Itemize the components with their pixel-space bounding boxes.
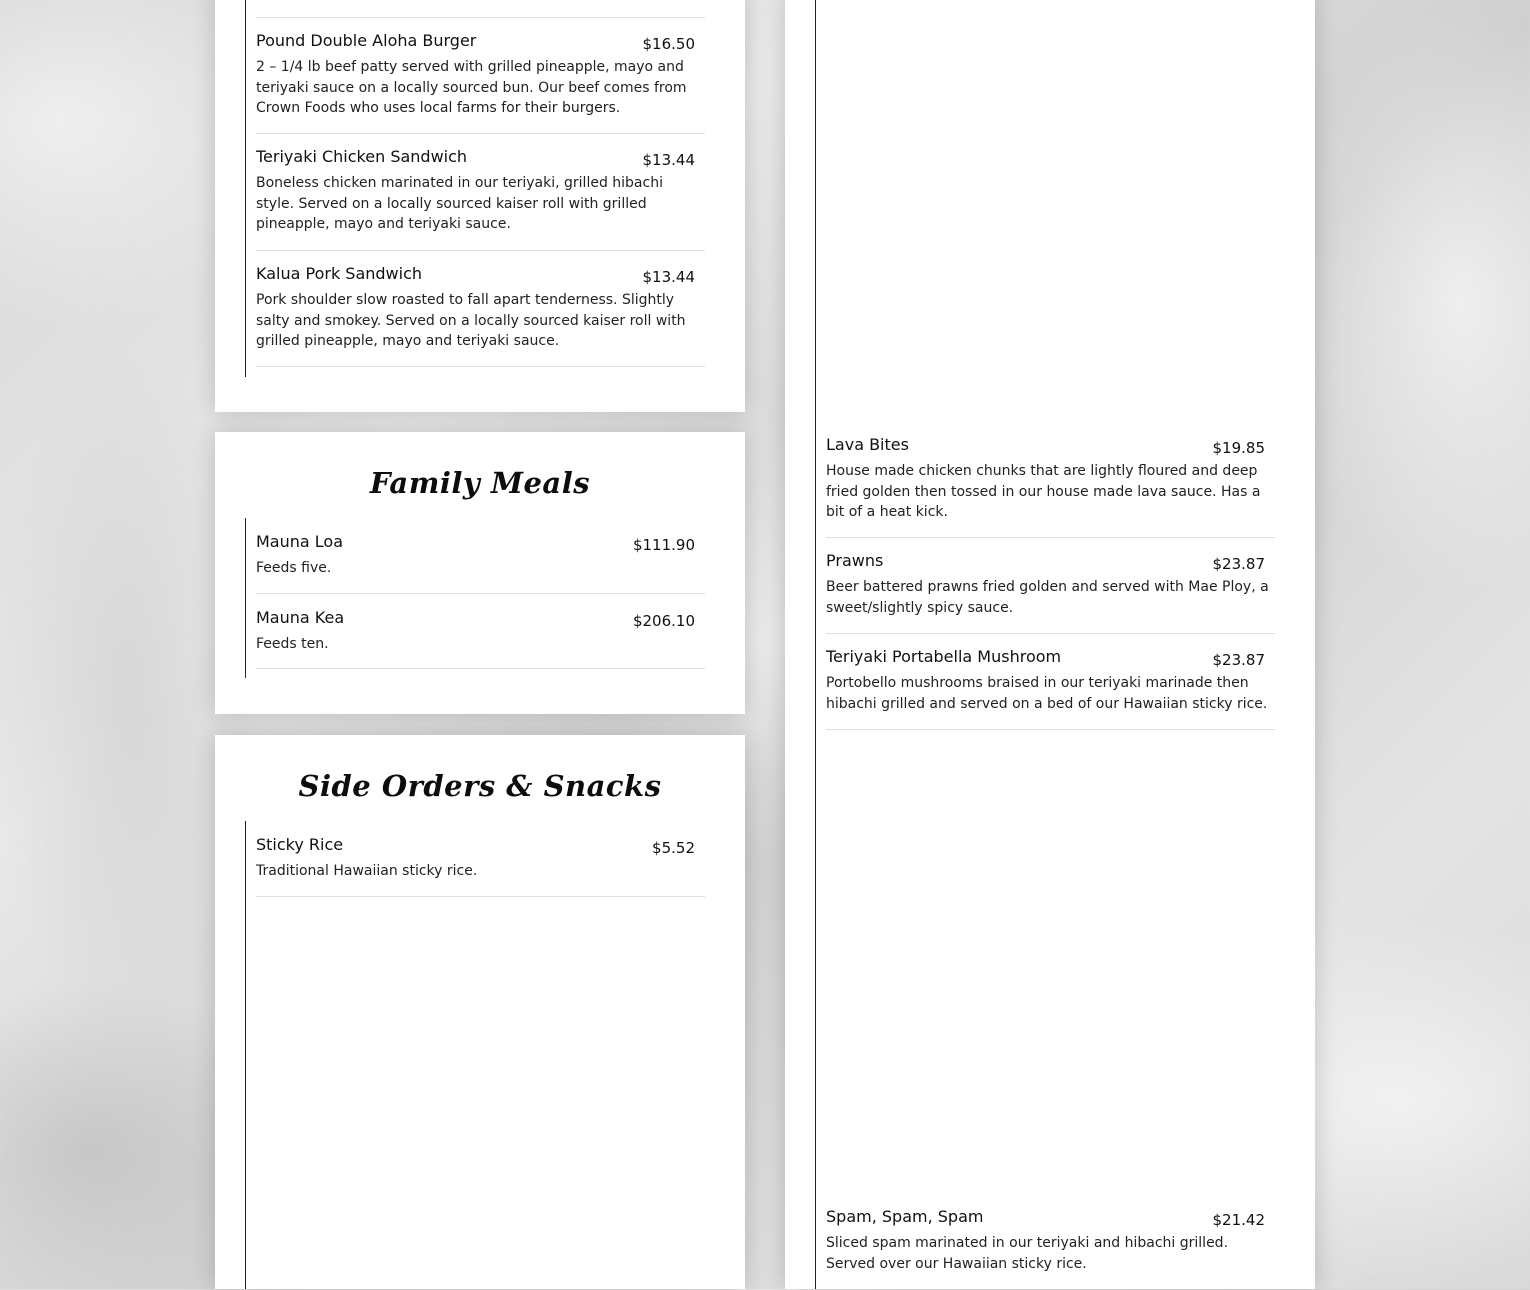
menu-item-name: Mauna Kea: [256, 608, 345, 627]
menu-item-description: House made chicken chunks that are lightly floured and deep fried golden then tossed in our house made lava sauce. Has a bit of a heat kick.: [826, 463, 1261, 520]
menu-item-description: Traditional Hawaiian sticky rice.: [256, 863, 478, 879]
menu-item-price: $23.87: [1212, 555, 1265, 573]
menu-item-description: 2 – 1/4 lb beef patty served with grilled pineapple, mayo and teriyaki sauce on a locally sourced bun. Our beef comes from Crown Foods who uses local farms for their burgers.: [256, 59, 687, 116]
menu-item[interactable]: [256, 608, 705, 669]
menu-item-name: Mauna Loa: [256, 532, 344, 551]
section-title: Side Orders & Snacks: [298, 769, 662, 803]
menu-card-side-orders: [215, 735, 745, 1289]
menu-item-name: Teriyaki Portabella Mushroom: [826, 647, 1062, 666]
menu-item-name: Teriyaki Chicken Sandwich: [256, 147, 468, 166]
section-divider-line: [245, 821, 246, 1289]
menu-item-price: $206.10: [632, 612, 695, 630]
menu-item-description: Feeds five.: [256, 560, 332, 576]
menu-item[interactable]: [256, 264, 705, 367]
menu-item[interactable]: [826, 551, 1275, 634]
menu-item-top-divider: [256, 0, 705, 18]
menu-item-price: $13.44: [642, 151, 695, 169]
menu-item-description: Pork shoulder slow roasted to fall apart tenderness. Slightly salty and smokey. Served on a locally sourced kaiser roll with grilled pineapple, mayo and teriyaki sauce.: [256, 292, 686, 349]
menu-item-description: Sliced spam marinated in our teriyaki and hibachi grilled. Served over our Hawaiian sticky rice.: [826, 1235, 1229, 1272]
menu-item-name: Sticky Rice: [256, 835, 344, 854]
menu-item[interactable]: [826, 435, 1275, 538]
menu-card-family-meals: [215, 432, 745, 714]
menu-item-description: Beer battered prawns fried golden and served with Mae Ploy, a sweet/slightly spicy sauce.: [826, 579, 1269, 616]
menu-item-name: Spam, Spam, Spam: [826, 1207, 984, 1226]
menu-item-price: $5.52: [652, 839, 695, 857]
menu-item-price: $19.85: [1212, 439, 1265, 457]
menu-item[interactable]: [256, 532, 705, 594]
menu-item-name: Pound Double Aloha Burger: [256, 31, 477, 50]
menu-item[interactable]: [256, 31, 705, 134]
menu-item[interactable]: [826, 1207, 1275, 1290]
menu-item-description: Portobello mushrooms braised in our teriyaki marinade then hibachi grilled and served on a bed of our Hawaiian sticky rice.: [826, 675, 1268, 712]
section-divider-line: [245, 0, 246, 377]
menu-item-price: $21.42: [1212, 1211, 1265, 1229]
menu-item-description: Feeds ten.: [256, 636, 329, 652]
menu-item-name: Prawns: [826, 551, 884, 570]
menu-item-price: $111.90: [632, 536, 695, 554]
menu-item[interactable]: [256, 147, 705, 251]
menu-item-name: Kalua Pork Sandwich: [256, 264, 423, 283]
section-divider-line: [245, 518, 246, 678]
section-divider-line: [815, 0, 816, 1289]
menu-item-price: $16.50: [642, 35, 695, 53]
menu-item-description: Boneless chicken marinated in our teriyaki, grilled hibachi style. Served on a locally sourced kaiser roll with grilled pineapple, mayo and teriyaki sauce.: [256, 175, 663, 232]
menu-item[interactable]: [826, 647, 1275, 730]
menu-item-price: $23.87: [1212, 651, 1265, 669]
menu-item[interactable]: [256, 835, 705, 897]
menu-item-name: Lava Bites: [826, 435, 909, 454]
menu-item-price: $13.44: [642, 268, 695, 286]
menu-card-right: [785, 0, 1315, 1289]
section-title: Family Meals: [369, 466, 591, 500]
menu-card-sandwiches: [215, 0, 745, 412]
